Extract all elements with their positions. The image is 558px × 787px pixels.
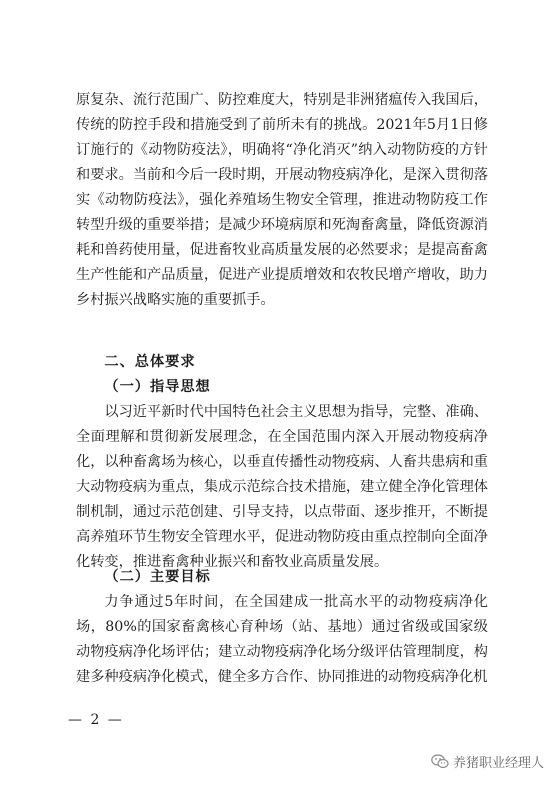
intro-paragraph: 原复杂、流行范围广、防控难度大，特别是非洲猪瘟传入我国后，传统的防控手段和措施受到了前所未有的挑战。2021年5月1日修订施行的《动物防疫法》，明确将“净化消灭”纳入动物防疫的方针和要求。当前和今后一段时期，开展动物疫病净化，是深入贯彻落实《动物防疫法》，强化养殖场生物安全管理，推进动物防疫工作转型升级的重要举措；是减少环境病原和死淘畜禽量，降低资源消耗和兽药使用量，促进畜牧业高质量发展的必然要求；是提高畜禽生产性能和产品质量，促进产业提质增效和农牧民增产增收，助力乡村振兴战略实施的重要抓手。: [76, 92, 488, 308]
general-requirements-section: [76, 350, 488, 575]
guiding-thought-paragraph: 以习近平新时代中国特色社会主义思想为指导，完整、准确、全面理解和贯彻新发展理念，在全国范围内深入开展动物疫病净化，以种畜禽场为核心，以垂直传播性动物疫病、人畜共患病和重大动物疫病为重点，集成示范综合技术措施，建立健全净化管理体制机制，通过示范创建、引导支持，以点带面、逐步推开，不断提高养殖环节生物安全管理水平，促进动物防疫由重点控制向全面净化转变，推进畜禽种业振兴和畜牧业高质量发展。: [76, 404, 488, 570]
section-heading: 二、总体要求: [104, 354, 196, 370]
main-goals-section: [76, 565, 488, 690]
watermark-label: 养猪职业经理人: [452, 756, 544, 771]
page-number: — 2 —: [68, 712, 124, 728]
main-goals-paragraph: 力争通过5年时间，在全国建成一批高水平的动物疫病净化场，80%的国家畜禽核心育种场（站、基地）通过省级或国家级动物疫病净化场评估；建立动物疫病净化场分级评估管理制度，构建多种疫病净化模式，健全多方合作、协同推进的动物疫病净化机: [76, 594, 488, 685]
watermark: [431, 752, 544, 771]
wechat-icon: [431, 754, 449, 769]
guiding-thought-title: （一）指导思想: [104, 379, 211, 395]
main-goals-title: （二）主要目标: [104, 569, 211, 585]
intro-block: [76, 88, 488, 313]
